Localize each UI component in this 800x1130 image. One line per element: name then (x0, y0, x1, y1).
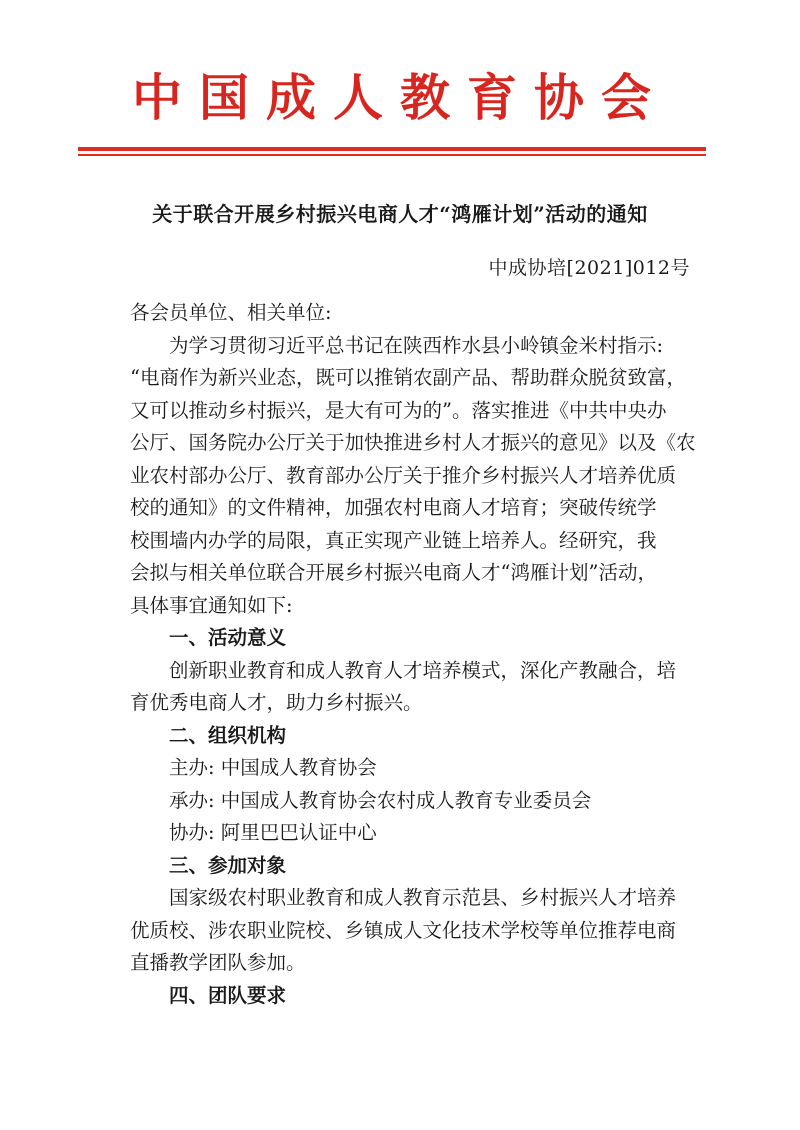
section-heading-team-requirements: 四、团队要求 (169, 983, 287, 1007)
section-heading-participants: 三、参加对象 (169, 853, 287, 877)
salutation: 各会员单位、相关单位: (130, 301, 332, 324)
section-heading-purpose: 一、活动意义 (169, 626, 287, 649)
intro-line: 业农村部办公厅、教育部办公厅关于推介乡村振兴人才培养优质 (130, 463, 677, 487)
org-masthead: 中国成人教育协会 (132, 68, 668, 127)
intro-line: 校的通知》的文件精神，加强农村电商人才培育；突破传统学 (130, 496, 657, 519)
masthead-rule-thick (78, 147, 706, 151)
participants-line: 直播教学团队参加。 (130, 951, 306, 974)
participants-line: 优质校、涉农职业院校、乡镇成人文化技术学校等单位推荐电商 (130, 918, 677, 942)
section-heading-organization: 二、组织机构 (169, 723, 287, 747)
intro-line: “电商作为新兴业态，既可以推销农副产品、帮助群众脱贫致富， (130, 366, 686, 389)
co-organizer-line: 协办: 阿里巴巴认证中心 (169, 821, 377, 844)
notice-body (130, 297, 710, 1012)
notice-title: 关于联合开展乡村振兴电商人才“鸿雁计划”活动的通知 (152, 202, 648, 226)
intro-line: 公厅、国务院办公厅关于加快推进乡村人才振兴的意见》以及《农 (130, 431, 696, 454)
purpose-line: 育优秀电商人才，助力乡村振兴。 (130, 691, 423, 714)
host-line: 主办: 中国成人教育协会 (169, 756, 377, 779)
intro-line: 校围墙内办学的局限，真正实现产业链上培养人。经研究，我 (130, 528, 657, 552)
masthead-rule-thin (78, 154, 706, 156)
purpose-line: 创新职业教育和成人教育人才培养模式，深化产教融合，培 (169, 658, 677, 682)
document-number: 中成协培[2021]012号 (488, 257, 690, 279)
participants-line: 国家级农村职业教育和成人教育示范县、乡村振兴人才培养 (169, 886, 677, 909)
organizer-line: 承办: 中国成人教育协会农村成人教育专业委员会 (169, 788, 592, 812)
intro-line: 会拟与相关单位联合开展乡村振兴电商人才“鸿雁计划”活动， (130, 561, 657, 584)
intro-line: 又可以推动乡村振兴，是大有可为的”。落实推进《中共中央办 (130, 398, 667, 422)
intro-line: 为学习贯彻习近平总书记在陕西柞水县小岭镇金米村指示: (169, 333, 664, 357)
intro-line: 具体事宜通知如下: (130, 593, 293, 617)
